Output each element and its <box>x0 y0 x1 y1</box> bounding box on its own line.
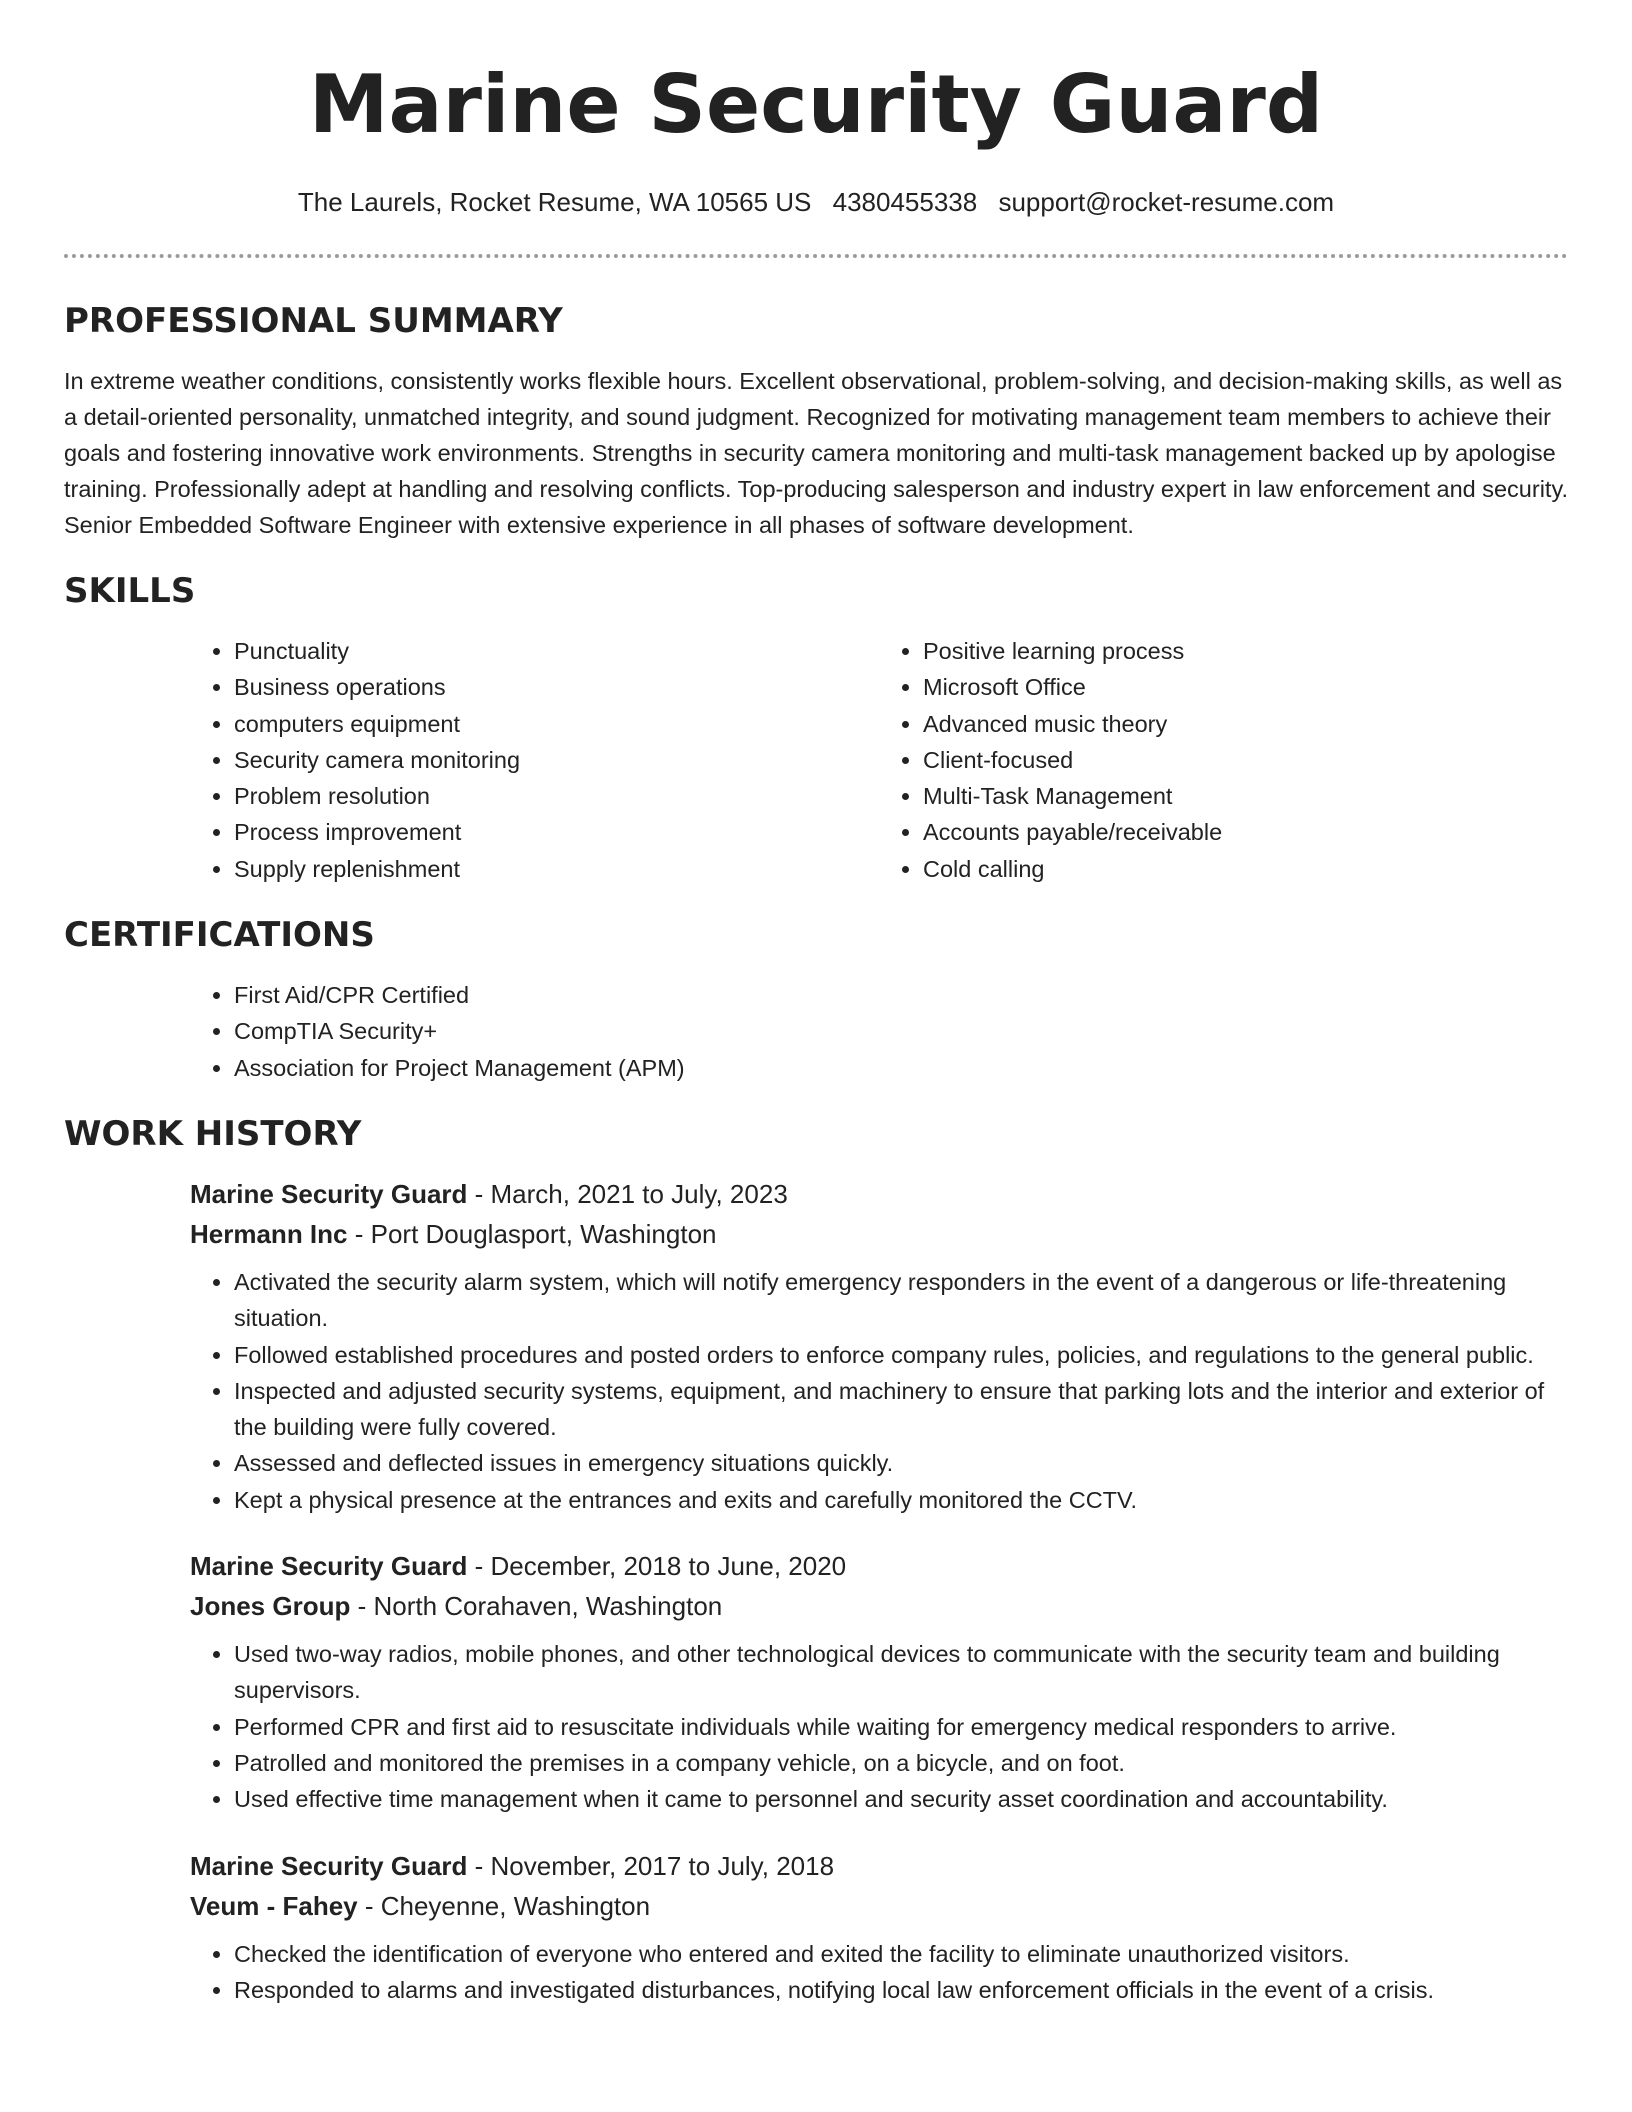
section-title-work-history: WORK HISTORY <box>64 1113 362 1154</box>
job-bullet: • Checked the identification of everyone who entered and exited the facility to eliminate unauthorized visitors. <box>234 1936 1568 1972</box>
job-bullet: • Used two-way radios, mobile phones, and other technological devices to communicate with the security team and building supervisors. <box>234 1636 1568 1709</box>
job-bullet: • Assessed and deflected issues in emergency situations quickly. <box>234 1445 1568 1481</box>
job-entry <box>190 1174 1568 1518</box>
job-entry <box>190 1846 1568 2009</box>
skill-item: • Punctuality <box>234 633 879 669</box>
job-bullets <box>190 1936 1568 2009</box>
contact-email: support@rocket-resume.com <box>998 187 1335 217</box>
job-company: Veum - Fahey <box>190 1890 358 1921</box>
job-dates: - December, 2018 to June, 2020 <box>467 1551 847 1582</box>
skill-item: • Multi-Task Management <box>923 778 1568 814</box>
resume-name: Marine Security Guard <box>308 58 1324 151</box>
job-bullet: • Patrolled and monitored the premises in a company vehicle, on a bicycle, and on foot. <box>234 1745 1568 1781</box>
job-bullet: • Performed CPR and first aid to resuscitate individuals while waiting for emergency medical responders to arrive. <box>234 1709 1568 1745</box>
skill-item: • Security camera monitoring <box>234 742 879 778</box>
certification-item: • Association for Project Management (APM) <box>234 1050 1568 1086</box>
job-title-line <box>190 1546 1568 1586</box>
contact-address: The Laurels, Rocket Resume, WA 10565 US <box>297 187 812 217</box>
job-bullet: • Inspected and adjusted security systems, equipment, and machinery to ensure that parking lots and the interior and exterior of the building were fully covered. <box>234 1373 1568 1446</box>
job-dates: - March, 2021 to July, 2023 <box>467 1178 788 1209</box>
skill-item: • Microsoft Office <box>923 669 1568 705</box>
skills-list-right <box>879 633 1568 887</box>
job-bullets <box>190 1636 1568 1817</box>
job-company-line <box>190 1886 1568 1926</box>
job-company-line <box>190 1586 1568 1626</box>
job-entry <box>190 1546 1568 1817</box>
skill-item: • Advanced music theory <box>923 706 1568 742</box>
job-title-line <box>190 1846 1568 1886</box>
skill-item: • Process improvement <box>234 814 879 850</box>
header-divider <box>64 254 1568 258</box>
certification-item: • CompTIA Security+ <box>234 1013 1568 1049</box>
job-role: Marine Security Guard <box>190 1551 468 1582</box>
job-location: - Cheyenne, Washington <box>357 1890 651 1921</box>
skill-item: • Problem resolution <box>234 778 879 814</box>
section-title-skills: SKILLS <box>64 571 196 611</box>
skill-item: • Client-focused <box>923 742 1568 778</box>
certification-item: • First Aid/CPR Certified <box>234 977 1568 1013</box>
skill-item: • Accounts payable/receivable <box>923 814 1568 850</box>
skill-item: • Cold calling <box>923 851 1568 887</box>
section-title-certifications: CERTIFICATIONS <box>64 915 375 956</box>
certifications-list <box>190 977 1568 1086</box>
skill-item: • Supply replenishment <box>234 851 879 887</box>
skill-item: • Business operations <box>234 669 879 705</box>
job-company: Jones Group <box>190 1591 351 1622</box>
job-dates: - November, 2017 to July, 2018 <box>467 1850 835 1881</box>
job-location: - North Corahaven, Washington <box>350 1591 723 1622</box>
job-role: Marine Security Guard <box>190 1850 468 1881</box>
contact-line <box>64 186 1568 218</box>
skill-item: • computers equipment <box>234 706 879 742</box>
job-bullet: • Followed established procedures and posted orders to enforce company rules, policies, and regulations to the general public. <box>234 1337 1568 1373</box>
section-title-summary: PROFESSIONAL SUMMARY <box>64 301 563 341</box>
job-title-line <box>190 1174 1568 1214</box>
job-bullets <box>190 1264 1568 1518</box>
job-role: Marine Security Guard <box>190 1178 468 1209</box>
job-bullet: • Used effective time management when it came to personnel and security asset coordination and accountability. <box>234 1781 1568 1817</box>
skills-columns <box>190 633 1568 887</box>
job-company-line <box>190 1214 1568 1254</box>
skill-item: • Positive learning process <box>923 633 1568 669</box>
job-location: - Port Douglasport, Washington <box>347 1218 717 1249</box>
job-bullet: • Activated the security alarm system, which will notify emergency responders in the event of a dangerous or life-threatening situation. <box>234 1264 1568 1337</box>
skills-list-left <box>190 633 879 887</box>
job-company: Hermann Inc <box>190 1218 348 1249</box>
summary-text: In extreme weather conditions, consistently works flexible hours. Excellent observational, problem-solving, and decision-making skills, as well as a detail-oriented personality, unmatched integrity, and sound judgment. Recognized for motivating management team members to achieve their goals and fostering innovative work environments. Strengths in security camera monitoring and multi-task management backed up by apologise training. Professionally adept at handling and resolving conflicts. Top-producing salesperson and industry expert in law enforcement and security. Senior Embedded Software Engineer with extensive experience in all phases of software development. <box>64 368 1568 538</box>
job-bullet: • Responded to alarms and investigated disturbances, notifying local law enforcement officials in the event of a crisis. <box>234 1972 1568 2008</box>
contact-phone: 4380455338 <box>832 187 978 217</box>
job-bullet: • Kept a physical presence at the entrances and exits and carefully monitored the CCTV. <box>234 1482 1568 1518</box>
